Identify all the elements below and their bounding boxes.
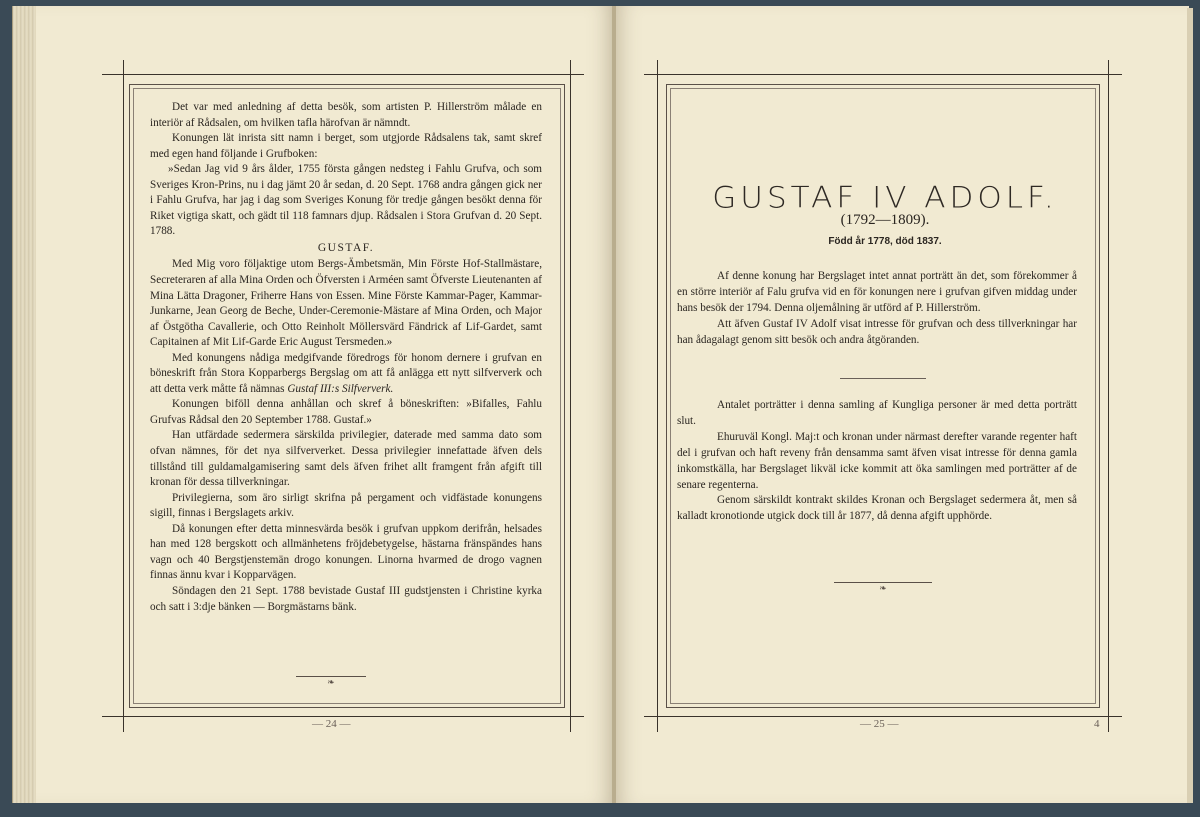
book-spine <box>612 6 616 803</box>
paragraph: Antalet porträtter i denna samling af Kungliga personer är med detta porträtt slut. <box>677 399 1077 427</box>
fleuron-icon: ❧ <box>327 677 335 687</box>
paragraph: Det var med anledning af detta besök, som artisten P. Hillerström målade en interiör af Rådsalen, om hvilken tafla härofvan är nämndt. <box>150 101 542 129</box>
paragraph: Ehuruväl Kongl. Maj:t och kronan under närmast derefter varande regenter haft del i grufvan och haft reveny från densamma samt äfven visat intresse för denna gamla inkomstkälla, har Bergslaget likväl icke kommit att öka samlingen med porträtter af de senare regenterna. <box>677 430 1077 491</box>
paragraph: Genom särskildt kontrakt skildes Kronan och Bergslaget sedermera åt, men så kalladt kronotionde utgick dock till år 1877, då denna afgift upphörde. <box>677 494 1077 523</box>
reign-dates: (1792—1809). <box>840 212 930 228</box>
sheet-number: 4 <box>1094 718 1100 730</box>
italic-works-name: Gustaf III:s Silfververk. <box>287 382 394 395</box>
paragraph: Privilegierna, som äro sirligt skrifna på pergament och vidfästade konungens sigill, finnas i Bergslagets arkiv. <box>150 491 542 520</box>
paragraph-privilege <box>150 351 542 398</box>
right-ornament <box>834 582 932 594</box>
right-section-collection <box>677 398 1077 525</box>
royal-inscription-quote: »Sedan Jag vid 9 års ålder, 1755 första gången nedsteg i Fahlu Grufva, och som Sveriges Kron-Prins, nu i dag jämt 20 år sedan, d. 20 Sept. 1768 andra gången gick ner i Fahlu Grufva, har jag i dag som Sveriges Konung för tredje gången besökt denna för Riket vigtiga skatt, och gädt til 118 famnars djup. Rådsalen i Stora Grufvan d. 20 Sept. 1788. <box>150 163 542 238</box>
paragraph: Konungen biföll denna anhållan och skref å böneskriften: »Bifalles, Fahlu Grufvas Rådsal den 20 September 1788. Gustaf.» <box>150 398 542 426</box>
paragraph: Med Mig voro följaktige utom Bergs-Ämbetsmän, Min Förste Hof-Stallmästare, Secreteraren af alla Mina Orden och Öfversten i Arméen samt Öfverste Lieutenanten af Mina Lätta Dragoner, Friherre Hans von Essen. Mine Förste Kammar-Pager, Kammar-Junkarne, Jean Georg de Beche, Under-Ceremonie-Mästare af Mina Orden, och Major af Östgötha Cavallerie, och Otto Reinholt Möllersvärd Fändrick af Lif-Gardet, samt Capitainen af Mit Lif-Garde Eric August Tersmeden.» <box>150 258 542 349</box>
paragraph: Söndagen den 21 Sept. 1788 bevistade Gustaf III gudstjensten i Christine kyrka och satt i 3:dje bänken — Borgmästarns bänk. <box>150 584 542 613</box>
paragraph: Han utfärdade sedermera särskilda privilegier, daterade med samma dato som ofvan nämnes, för det nya silfververket. Dessa privilegier innefattade äfven dels tillstånd till guldamalgamisering samt dels äfven frihet allt framgent från afgift till kronan för dessa tillverkningar. <box>150 429 542 489</box>
page-title: GUSTAF IV ADOLF. <box>712 180 1058 216</box>
paragraph: Då konungen efter detta minnesvärda besök i grufvan uppkom derifrån, helsades han med 128 bergskott och allmänhetens fröjdebetygelse, hästarna fränspändes hans vagn och 40 Bergstjenstemän drogo konungen. Linorna hvarmed de drogo vagnen finnas ännu kvar i Kopparvägen. <box>150 522 542 582</box>
paragraph-text: Med konungens nådiga medgifvande föredrogs för honom dernere i grufvan en böneskrift från Stora Kopparbergs Bergslag om att få anlägga ett nytt silfververk och att detta verk måtte få nämnas <box>150 351 542 395</box>
paragraph: Af denne konung har Bergslaget intet annat porträtt än det, som förekommer å en större interiör af Falu grufva vid en för konungen nere i grufvan gifven middag under hans besök der 1794. Denna oljemålning är utförd af P. Hillerström. <box>677 270 1077 314</box>
right-page-edge <box>1187 8 1193 803</box>
page-edges <box>12 6 39 803</box>
paragraph: Att äfven Gustaf IV Adolf visat intresse för grufvan och dess tillverkningar har han ådagalagt genom sitt besök och andra åtgöranden. <box>677 317 1077 346</box>
paragraph: Konungen lät inrista sitt namn i berget, som utgjorde Rådsalens tak, samt skref med egen hand följande i Grufboken: <box>150 132 542 160</box>
royal-signature: GUSTAF. <box>317 241 375 254</box>
left-ornament <box>296 676 366 688</box>
birth-death-line: Född år 1778, död 1837. <box>828 236 942 247</box>
left-folio: — 24 — <box>312 718 351 730</box>
fleuron-icon: ❧ <box>879 583 887 593</box>
left-page-body <box>150 100 542 615</box>
right-folio: — 25 — <box>860 718 899 730</box>
right-section-portrait <box>677 269 1077 349</box>
